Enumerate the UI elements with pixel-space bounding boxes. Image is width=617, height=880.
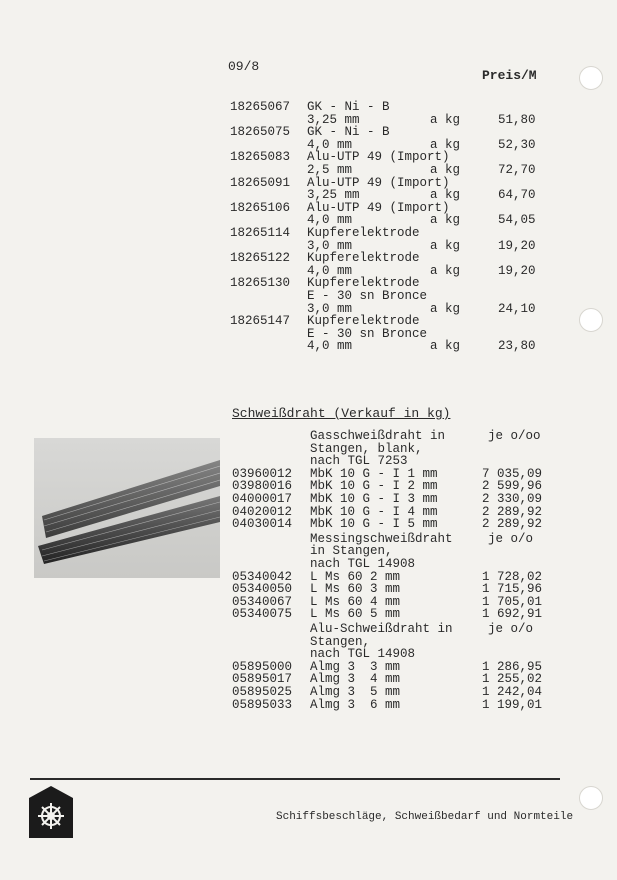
item-description: 4,0 mm <box>307 137 353 152</box>
product-name: Almg 3 6 mm <box>310 697 401 712</box>
product-name: L Ms 60 4 mm <box>310 594 401 609</box>
article-number: 05895025 <box>232 685 293 699</box>
article-number: 18265075 <box>230 125 291 140</box>
item-description: GK - Ni - B <box>307 100 390 114</box>
unit-price: 1 199,01 <box>481 697 542 712</box>
punch-hole <box>579 786 603 810</box>
unit-price: 1 242,04 <box>481 685 542 699</box>
unit-label: a kg <box>430 112 461 127</box>
article-number: 18265067 <box>230 100 291 114</box>
item-description: 2,5 mm <box>307 163 353 177</box>
punch-hole <box>579 308 603 332</box>
price-basis: je o/oo <box>488 429 541 443</box>
article-number: 04030014 <box>232 517 293 532</box>
article-number: 05895017 <box>232 672 293 687</box>
unit-label: a kg <box>430 188 461 203</box>
item-description: 3,25 mm <box>307 112 360 127</box>
product-name: Almg 3 3 mm <box>310 659 401 674</box>
article-number: 04000017 <box>232 492 293 506</box>
product-name: MbK 10 G - I 5 mm <box>310 517 438 532</box>
item-description: GK - Ni - B <box>307 125 390 140</box>
article-number: 03960012 <box>232 466 293 481</box>
item-description: E - 30 sn Bronce <box>307 289 428 303</box>
unit-price: 2 330,09 <box>481 492 542 506</box>
group-description: in Stangen, <box>310 544 393 559</box>
article-number: 05340050 <box>232 582 293 597</box>
section-title: Schweißdraht (Verkauf in kg) <box>232 406 451 421</box>
unit-price: 23,80 <box>498 339 536 354</box>
unit-label: a kg <box>430 301 461 316</box>
item-description: 3,0 mm <box>307 238 353 253</box>
unit-label: a kg <box>430 213 461 228</box>
unit-price: 24,10 <box>498 301 536 316</box>
item-description: 4,0 mm <box>307 339 353 354</box>
unit-price: 2 599,96 <box>481 479 542 494</box>
unit-price: 1 705,01 <box>481 594 542 609</box>
article-number: 18265147 <box>230 314 291 329</box>
article-number: 18265130 <box>230 276 291 291</box>
article-number: 18265106 <box>230 200 291 215</box>
product-name: MbK 10 G - I 1 mm <box>310 466 438 481</box>
unit-price: 72,70 <box>498 163 536 177</box>
unit-price: 64,70 <box>498 188 536 203</box>
page-reference: 09/8 <box>228 59 260 74</box>
article-number: 18265083 <box>230 150 291 165</box>
group-description: Messingschweißdraht <box>310 531 453 546</box>
item-description: Alu-UTP 49 (Import) <box>307 150 450 165</box>
product-name: MbK 10 G - I 4 mm <box>310 504 438 519</box>
item-description: 3,25 mm <box>307 188 360 203</box>
unit-price: 1 715,96 <box>481 582 542 597</box>
unit-price: 1 692,91 <box>481 607 542 622</box>
unit-price: 1 286,95 <box>481 659 542 674</box>
item-description: Kupferelektrode <box>307 276 420 291</box>
product-name: Almg 3 5 mm <box>310 685 401 699</box>
item-description: Alu-UTP 49 (Import) <box>307 200 450 215</box>
group-description: Stangen, <box>310 634 371 649</box>
footer-divider <box>30 778 560 780</box>
item-description: Alu-UTP 49 (Import) <box>307 175 450 190</box>
unit-price: 1 728,02 <box>481 569 542 584</box>
product-name: Almg 3 4 mm <box>310 672 401 687</box>
unit-price: 2 289,92 <box>481 517 542 532</box>
unit-price: 2 289,92 <box>481 504 542 519</box>
group-description: nach TGL 14908 <box>310 557 416 571</box>
product-name: MbK 10 G - I 2 mm <box>310 479 438 494</box>
unit-label: a kg <box>430 263 461 278</box>
unit-price: 52,30 <box>498 137 536 152</box>
unit-label: a kg <box>430 137 461 152</box>
item-description: E - 30 sn Bronce <box>307 326 428 341</box>
unit-label: a kg <box>430 238 461 253</box>
product-name: L Ms 60 5 mm <box>310 607 401 622</box>
group-description: Alu-Schweißdraht in <box>310 622 453 636</box>
product-name: L Ms 60 2 mm <box>310 569 401 584</box>
item-description: Kupferelektrode <box>307 314 420 329</box>
item-description: Kupferelektrode <box>307 226 420 240</box>
article-number: 05895033 <box>232 697 293 712</box>
ship-wheel-logo-icon <box>29 786 73 838</box>
welding-rods-illustration <box>34 438 220 578</box>
group-description: nach TGL 7253 <box>310 454 408 469</box>
unit-price: 19,20 <box>498 238 536 253</box>
article-number: 18265114 <box>230 226 291 240</box>
article-number: 05340067 <box>232 594 293 609</box>
product-name: L Ms 60 3 mm <box>310 582 401 597</box>
punch-hole <box>579 66 603 90</box>
article-number: 04020012 <box>232 504 293 519</box>
unit-price: 51,80 <box>498 112 536 127</box>
price-basis: je o/o <box>488 531 534 546</box>
group-description: Stangen, blank, <box>310 441 423 456</box>
article-number: 03980016 <box>232 479 293 494</box>
article-number: 18265122 <box>230 251 291 266</box>
price-basis: je o/o <box>488 622 534 636</box>
unit-label: a kg <box>430 339 461 354</box>
article-number: 05340075 <box>232 607 293 622</box>
item-description: Kupferelektrode <box>307 251 420 266</box>
article-number: 05340042 <box>232 569 293 584</box>
price-column-label: Preis/M <box>482 68 537 83</box>
group-description: Gasschweißdraht in <box>310 429 446 443</box>
product-name: MbK 10 G - I 3 mm <box>310 492 438 506</box>
item-description: 3,0 mm <box>307 301 353 316</box>
unit-label: a kg <box>430 163 461 177</box>
item-description: 4,0 mm <box>307 213 353 228</box>
unit-price: 1 255,02 <box>481 672 542 687</box>
unit-price: 19,20 <box>498 263 536 278</box>
article-number: 05895000 <box>232 659 293 674</box>
item-description: 4,0 mm <box>307 263 353 278</box>
unit-price: 7 035,09 <box>481 466 542 481</box>
welding-wire-photo <box>34 438 220 578</box>
group-description: nach TGL 14908 <box>310 647 416 662</box>
article-number: 18265091 <box>230 175 291 190</box>
footer-text: Schiffsbeschläge, Schweißbedarf und Normteile <box>276 811 574 823</box>
unit-price: 54,05 <box>498 213 536 228</box>
